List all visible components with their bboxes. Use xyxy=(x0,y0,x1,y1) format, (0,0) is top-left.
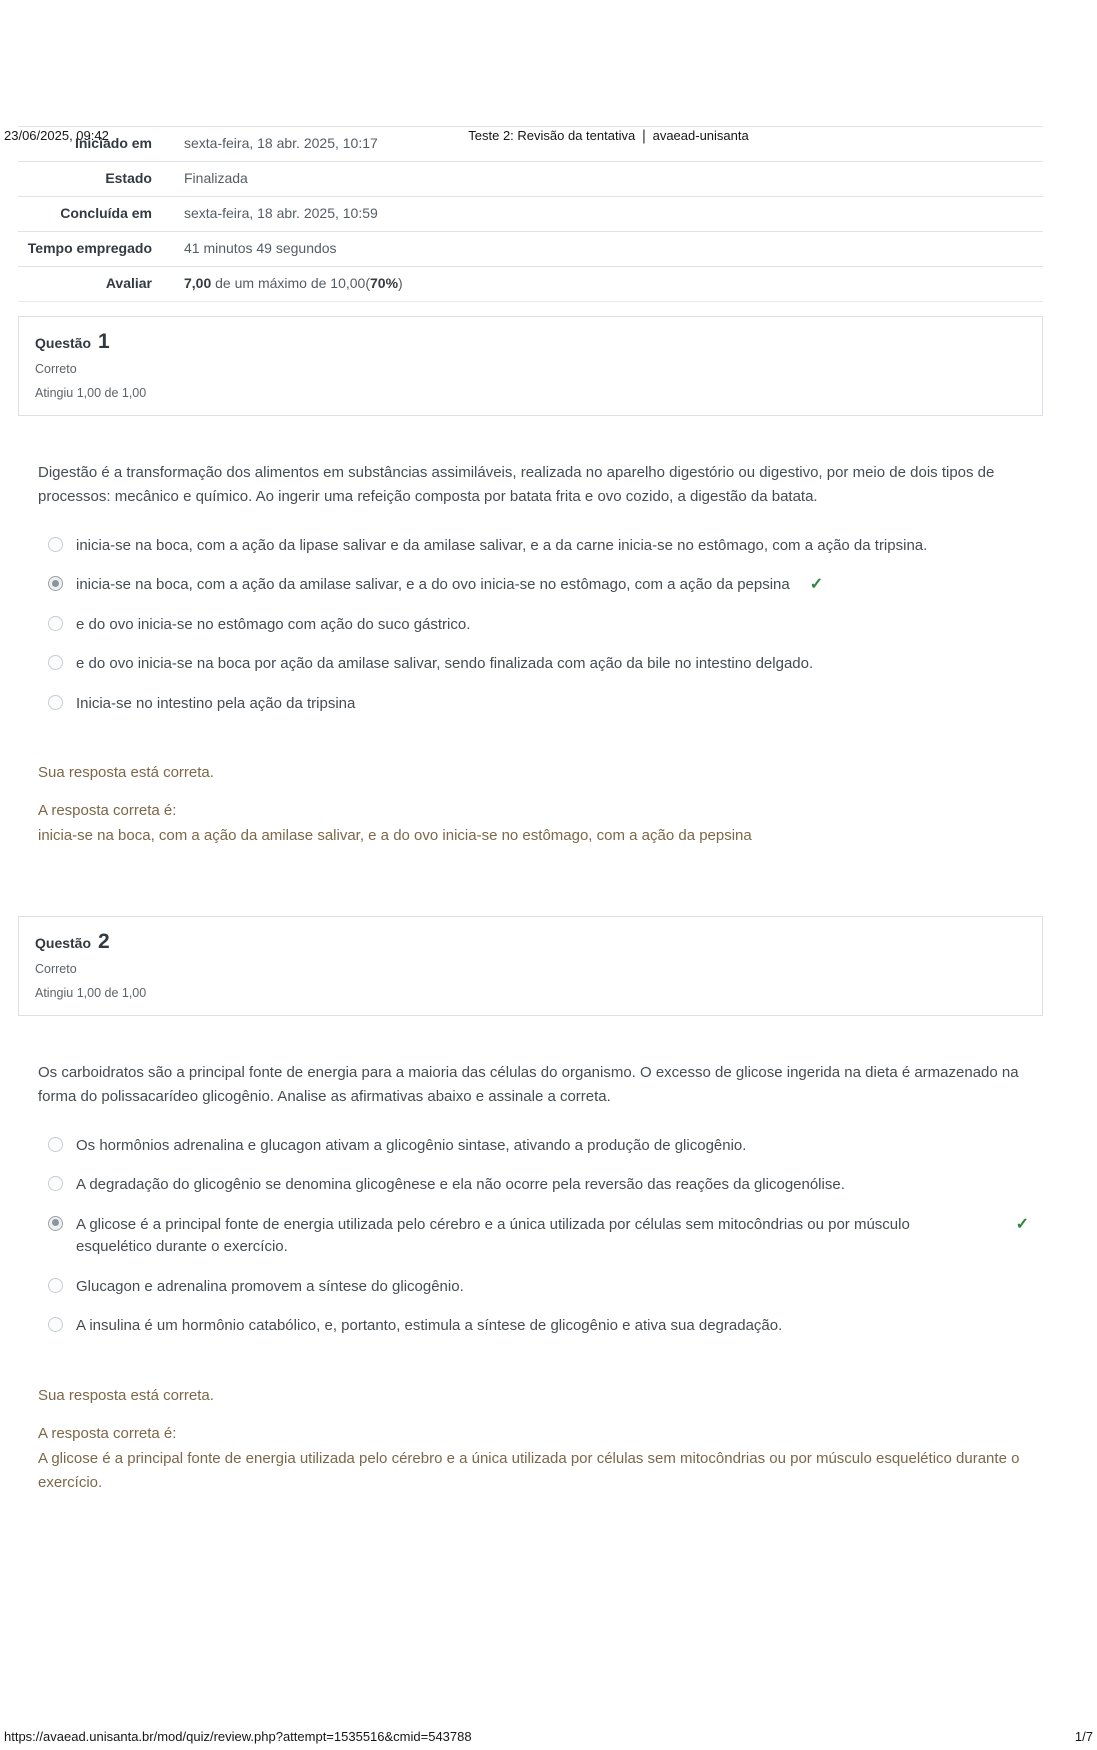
option-text: Glucagon e adrenalina promovem a síntese do glicogênio. xyxy=(76,1277,464,1295)
summary-value: Finalizada xyxy=(184,170,248,187)
summary-row-time-taken xyxy=(18,231,1043,266)
summary-label: Estado xyxy=(105,170,152,187)
feedback-correct-answer: A glicose é a principal fonte de energia utilizada pelo cérebro e a única utilizada por células sem mitocôndrias ou por músculo esquelético durante o exercício. xyxy=(38,1449,1020,1491)
question-state-badge: Correto xyxy=(35,962,77,977)
radio-checked-icon[interactable] xyxy=(48,1216,63,1231)
radio-unchecked-icon[interactable] xyxy=(48,1137,63,1152)
summary-row-grade xyxy=(18,266,1043,301)
quiz-review-page xyxy=(0,126,1097,1495)
question-state-badge: Correto xyxy=(35,362,77,377)
question-text: Digestão é a transformação dos alimentos em substâncias assimiláveis, realizada no aparelho digestório ou digestivo, por meio de dois tipos de processos: mecânico e químico. Ao ingerir uma refeição composta por batata frita e ovo cozido, a digestão da batata. xyxy=(38,464,995,505)
print-footer xyxy=(4,1729,1093,1744)
print-url: https://avaead.unisanta.br/mod/quiz/review.php?attempt=1535516&cmid=543788 xyxy=(4,1729,472,1744)
feedback-status: Sua resposta está correta. xyxy=(38,764,214,782)
question-points: Atingiu 1,00 de 1,00 xyxy=(35,386,147,401)
attempt-summary-table xyxy=(18,126,1043,302)
feedback-label: A resposta correta é: xyxy=(38,1424,177,1442)
option-text: inicia-se na boca, com a ação da lipase salivar e da amilase salivar, e a da carne inicia-se no estômago, com a ação da tripsina. xyxy=(76,536,928,554)
option-text: e do ovo inicia-se no estômago com ação do suco gástrico. xyxy=(76,615,471,633)
grade-value xyxy=(168,272,1043,295)
grade-percent: 70% xyxy=(370,275,399,292)
question-1-body xyxy=(18,461,1043,848)
question-number: 2 xyxy=(98,930,110,954)
answer-option-4[interactable] xyxy=(38,1276,1043,1299)
answer-option-5[interactable] xyxy=(38,693,1043,716)
question-word: Questão xyxy=(35,935,92,952)
feedback-correct-answer: inicia-se na boca, com a ação da amilase salivar, e a do ovo inicia-se no estômago, com a ação da pepsina xyxy=(38,827,752,845)
grade-close-paren: ) xyxy=(398,275,403,292)
print-title-area xyxy=(234,128,983,143)
question-1 xyxy=(18,316,1043,848)
option-text: A degradação do glicogênio se denomina glicogênese e ela não ocorre pela reversão das reações da glicogenólise. xyxy=(76,1176,845,1194)
answer-option-2[interactable] xyxy=(38,1174,1043,1197)
answer-options xyxy=(38,535,1043,716)
grade-middle-text: de um máximo de 10,00( xyxy=(211,275,370,292)
question-number-title xyxy=(35,330,1026,354)
option-text: inicia-se na boca, com a ação da amilase salivar, e a do ovo inicia-se no estômago, com a ação da pepsina xyxy=(76,576,790,594)
question-2-info-box xyxy=(18,916,1043,1016)
option-text: Os hormônios adrenalina e glucagon ativam a glicogênio sintase, ativando a produção de glicogênio. xyxy=(76,1136,747,1154)
question-number-title xyxy=(35,930,1026,954)
summary-label: Concluída em xyxy=(60,205,152,222)
radio-unchecked-icon[interactable] xyxy=(48,1317,63,1332)
answer-option-1[interactable] xyxy=(38,535,1043,558)
option-text: e do ovo inicia-se na boca por ação da amilase salivar, sendo finalizada com ação da bile no intestino delgado. xyxy=(76,655,814,673)
question-feedback xyxy=(38,761,1043,848)
radio-unchecked-icon[interactable] xyxy=(48,655,63,670)
correct-check-icon: ✓ xyxy=(809,576,824,594)
title-separator: | xyxy=(642,126,646,145)
option-text: A insulina é um hormônio catabólico, e, portanto, estimula a síntese de glicogênio e ativa sua degradação. xyxy=(76,1317,783,1335)
summary-value: sexta-feira, 18 abr. 2025, 10:17 xyxy=(184,135,378,151)
answer-option-3-selected[interactable] xyxy=(38,1214,1043,1259)
page-title: Teste 2: Revisão da tentativa xyxy=(468,128,636,143)
answer-option-5[interactable] xyxy=(38,1315,1043,1338)
radio-unchecked-icon[interactable] xyxy=(48,616,63,631)
question-feedback xyxy=(38,1384,1043,1495)
summary-label: Avaliar xyxy=(105,275,152,292)
radio-unchecked-icon[interactable] xyxy=(48,1278,63,1293)
grade-score: 7,00 xyxy=(184,275,212,292)
answer-option-2-selected[interactable] xyxy=(38,574,1043,597)
question-text: Os carboidratos são a principal fonte de energia para a maioria das células do organismo. O excesso de glicose ingerida na dieta é armazenado na forma do polissacarídeo glicogênio. Analise as afirmativas abaixo e assinale a correta. xyxy=(38,1064,1019,1105)
site-name: avaead-unisanta xyxy=(652,128,749,143)
question-1-info-box xyxy=(18,316,1043,416)
answer-option-4[interactable] xyxy=(38,653,1043,676)
answer-option-3[interactable] xyxy=(38,614,1043,637)
correct-check-icon: ✓ xyxy=(1015,1215,1029,1233)
print-header xyxy=(0,126,1097,143)
summary-row-state xyxy=(18,161,1043,196)
question-2 xyxy=(18,916,1043,1495)
radio-checked-icon[interactable] xyxy=(48,576,63,591)
radio-unchecked-icon[interactable] xyxy=(48,537,63,552)
option-text: Inicia-se no intestino pela ação da tripsina xyxy=(76,694,356,712)
question-2-body xyxy=(18,1061,1043,1495)
radio-unchecked-icon[interactable] xyxy=(48,1176,63,1191)
question-word: Questão xyxy=(35,335,92,352)
question-points: Atingiu 1,00 de 1,00 xyxy=(35,986,147,1001)
page-number: 1/7 xyxy=(1074,1729,1093,1744)
feedback-label: A resposta correta é: xyxy=(38,802,177,820)
summary-row-completed xyxy=(18,196,1043,231)
summary-value: 41 minutos 49 segundos xyxy=(184,240,337,257)
radio-unchecked-icon[interactable] xyxy=(48,695,63,710)
summary-label: Iniciado em xyxy=(74,135,152,151)
print-datetime: 23/06/2025, 09:42 xyxy=(4,128,109,143)
summary-value: sexta-feira, 18 abr. 2025, 10:59 xyxy=(184,205,378,222)
answer-option-1[interactable] xyxy=(38,1135,1043,1158)
feedback-status: Sua resposta está correta. xyxy=(38,1386,214,1404)
answer-options xyxy=(38,1135,1043,1338)
question-number: 1 xyxy=(98,330,110,354)
option-text: A glicose é a principal fonte de energia utilizada pelo cérebro e a única utilizada por células sem mitocôndrias ou por músculo esquelético durante o exercício. xyxy=(76,1215,910,1256)
summary-label: Tempo empregado xyxy=(27,240,152,257)
